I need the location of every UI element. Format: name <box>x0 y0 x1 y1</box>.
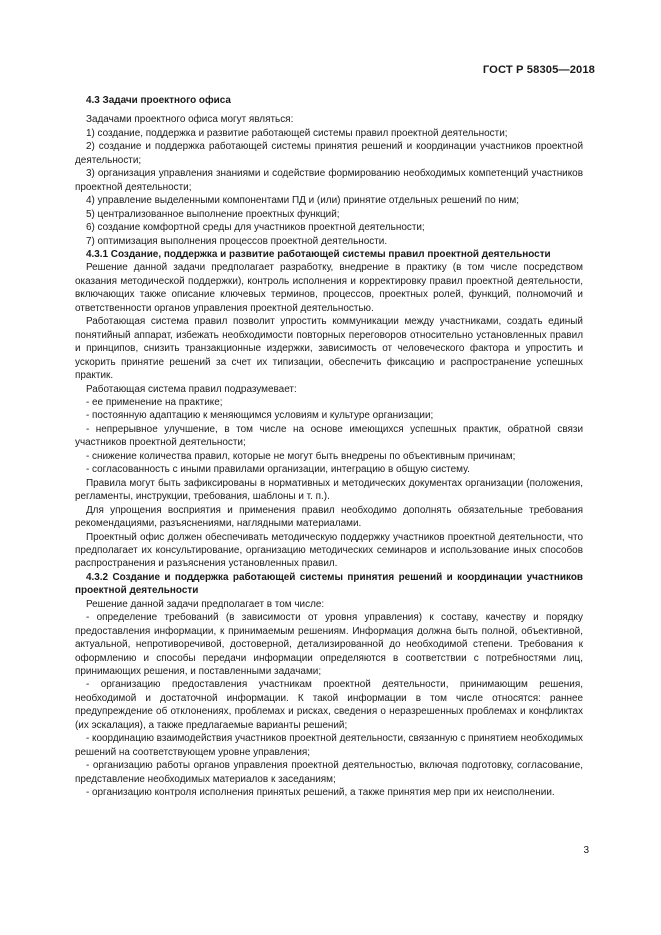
list-item: 2) создание и поддержка работающей системы принятия решений и координации участников проектной деятельности; <box>75 141 583 166</box>
paragraph: Работающая система правил подразумевает: <box>85 383 297 395</box>
list-item: 4) управление выделенными компонентами ПД и (или) принятие отдельных решений по ним; <box>85 195 519 207</box>
list-item: - согласованность с иными правилами организации, интеграцию в общую систему. <box>85 464 470 476</box>
section-title-4-3: 4.3 Задачи проектного офиса <box>85 95 231 106</box>
paragraph: Задачами проектного офиса могут являться: <box>85 114 294 126</box>
list-item: - организацию контроля исполнения принятых решений, а также принятия мер при их неисполнении. <box>85 787 555 799</box>
list-item: - организацию предоставления участникам проектной деятельности, принимающим решения, необходимой и достаточной информации. К такой информации в том числе относятся: раннее предупреждение об отклонениях, проблемах и рисках, сведения о неразрешенных проблемах и конфликтах (их эскалация), а также предлагаемые варианты решений; <box>75 679 583 731</box>
paragraph: Для упрощения восприятия и применения правил необходимо дополнять обязательные требования рекомендациями, разъяснениями, наглядными материалами. <box>75 504 583 530</box>
list-item: 3) организация управления знаниями и содействие формированию необходимых компетенций участников проектной деятельности; <box>75 168 583 193</box>
list-item: - организацию работы органов управления проектной деятельностью, включая подготовку, согласование, представление необходимых материалов к заседаниям; <box>75 760 583 785</box>
document-body <box>75 88 583 800</box>
list-item: - постоянную адаптацию к меняющимся условиям и культуре организации; <box>85 410 434 422</box>
standard-id: ГОСТ Р 58305—2018 <box>482 64 595 76</box>
list-item: - снижение количества правил, которые не могут быть внедрены по объективным причинам; <box>85 450 516 462</box>
paragraph: Правила могут быть зафиксированы в нормативных и методических документах организации (положения, регламенты, инструкции, требования, шаблоны и т. п.). <box>75 477 583 503</box>
list-item: 7) оптимизация выполнения процессов проектной деятельности. <box>85 235 388 247</box>
list-item: - определение требований (в зависимости от уровня управления) к составу, качеству и порядку предоставления информации, к принимаемым решениям. Информация должна быть полной, объективной, актуальной, непротиворечивой, достоверной, детализированной до необходимой степени. Требования к оформлению и способы передачи информации определяются в соответствии с потребностями лиц, принимающих решения, и поставленными задачами; <box>75 612 583 678</box>
paragraph: Решение данной задачи предполагает в том числе: <box>85 598 325 610</box>
list-item: - ее применение на практике; <box>85 396 223 408</box>
paragraph: Проектный офис должен обеспечивать методическую поддержку участников проектной деятельности, что предполагает их консультирование, организацию методических семинаров и использование иных способов распространения и разъяснения установленных правил. <box>75 531 583 570</box>
list-item: - координацию взаимодействия участников проектной деятельности, связанную с принятием необходимых решений на соответствующем уровне управления; <box>75 733 583 758</box>
paragraph: Решение данной задачи предполагает разработку, внедрение в практику (в том числе посредством оказания методической поддержки), контроль исполнения и корректировку правил проектной деятельности, включающих также описание ключевых терминов, процессов, проектных ролей, функций, полномочий и ответственности органов управления проектной деятельностью. <box>75 262 583 314</box>
page-number: 3 <box>583 845 589 856</box>
list-item: - непрерывное улучшение, в том числе на основе имеющихся успешных практик, обратной связи участников проектной деятельности; <box>75 423 583 449</box>
section-title-4-3-1: 4.3.1 Создание, поддержка и развитие работающей системы правил проектной деятельности <box>85 248 551 260</box>
list-item: 5) централизованное выполнение проектных функций; <box>85 208 340 220</box>
list-item: 6) создание комфортной среды для участников проектной деятельности; <box>85 222 425 234</box>
paragraph: Работающая система правил позволит упростить коммуникации между участниками, создать единый понятийный аппарат, избежать необходимости повторных переговоров относительно установленных правил и принципов, снизить транзакционные издержки, зависимость от человеческого фактора и упростить и ускорить принятие решений за счет их типизации, обеспечить фиксацию и распространение успешных практик. <box>75 316 583 382</box>
list-item: 1) создание, поддержка и развитие работающей системы правил проектной деятельности; <box>85 127 508 139</box>
section-title-4-3-2: 4.3.2 Создание и поддержка работающей системы принятия решений и координации участников проектной деятельности <box>75 571 583 597</box>
